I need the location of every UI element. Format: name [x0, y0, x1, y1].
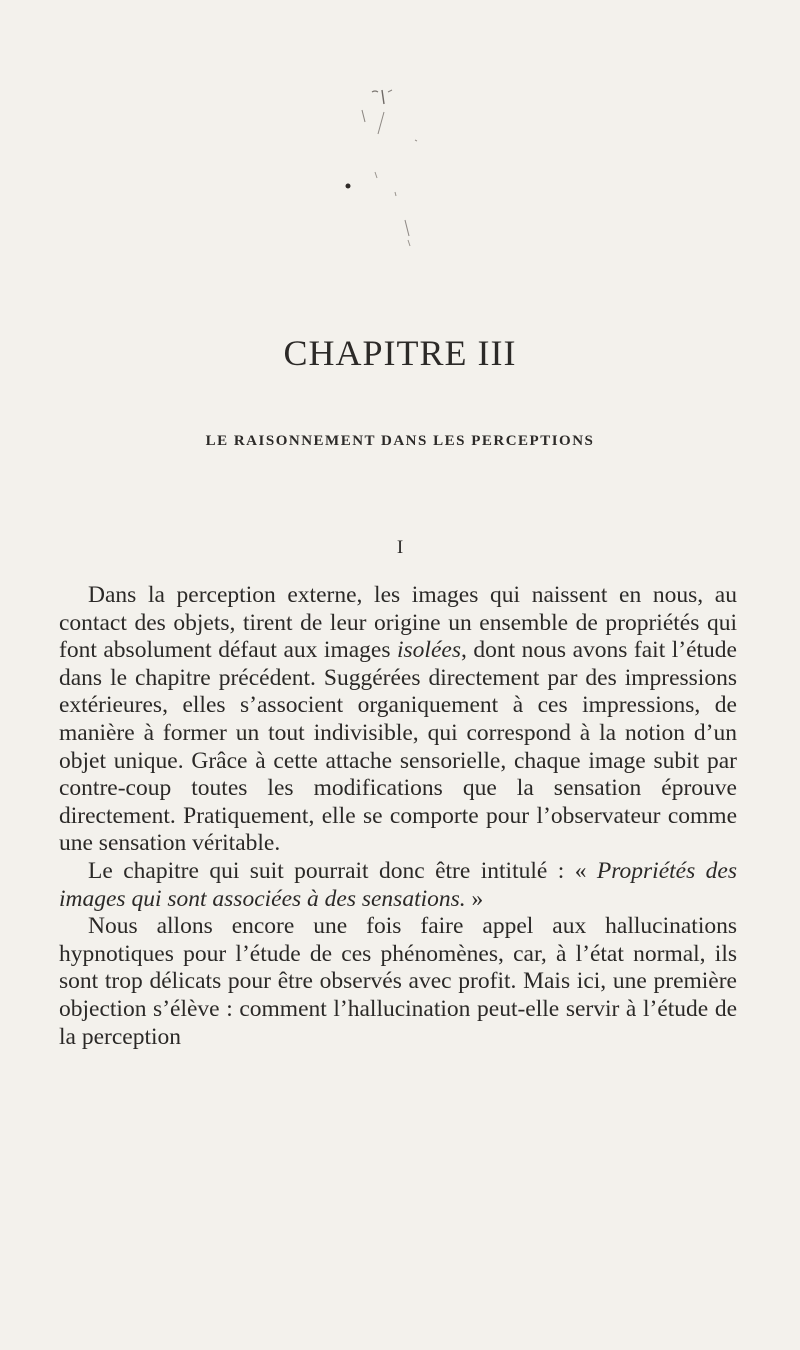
paragraph-2-italic-title: Propriétés des images qui sont associées à des sensations.	[59, 857, 737, 912]
chapter-subtitle: LE RAISONNEMENT DANS LES PERCEPTIONS	[205, 433, 595, 449]
body-text	[59, 582, 737, 1051]
paper-specks	[300, 80, 460, 260]
paragraph-1-text: Dans la perception externe, les images qui naissent en nous, au contact des objets, tirent de leur origine un ensemble de propriétés qui font absolument défaut aux images	[59, 582, 737, 664]
paragraph-3-text: Nous allons encore une fois faire appel aux hallucinations hypnotiques pour l’étude de ces phénomènes, car, à l’état normal, ils sont trop délicats pour être observés avec profit. Mais ici, une première objection s’élève : comment l’hallucination peut-elle servir à l’étude de la perception	[59, 913, 737, 1050]
paragraph-1-text-cont: , dont nous avons fait l’étude dans le chapitre précédent. Suggérées directement par des impressions extérieures, elles s’associent organiquement à ces impressions, de manière à former un tout indivisible, qui correspond à la notion d’un objet unique. Grâce à cette attache sensorielle, chaque image subit par contre-coup toutes les modifications que la sensation éprouve directement. Pratiquement, elle se comporte pour l’observateur comme une sensation véritable.	[59, 637, 737, 857]
paragraph-1-italic-isolees: isolées	[397, 637, 461, 664]
section-number: I	[396, 537, 404, 558]
chapter-title: CHAPITRE III	[283, 333, 517, 373]
paragraph-3	[59, 913, 737, 1051]
paragraph-2-text-end: »	[465, 885, 484, 912]
paragraph-2-text: Le chapitre qui suit pourrait donc être intitulé : «	[88, 857, 597, 884]
paragraph-2	[59, 858, 737, 913]
paragraph-1	[59, 582, 737, 858]
